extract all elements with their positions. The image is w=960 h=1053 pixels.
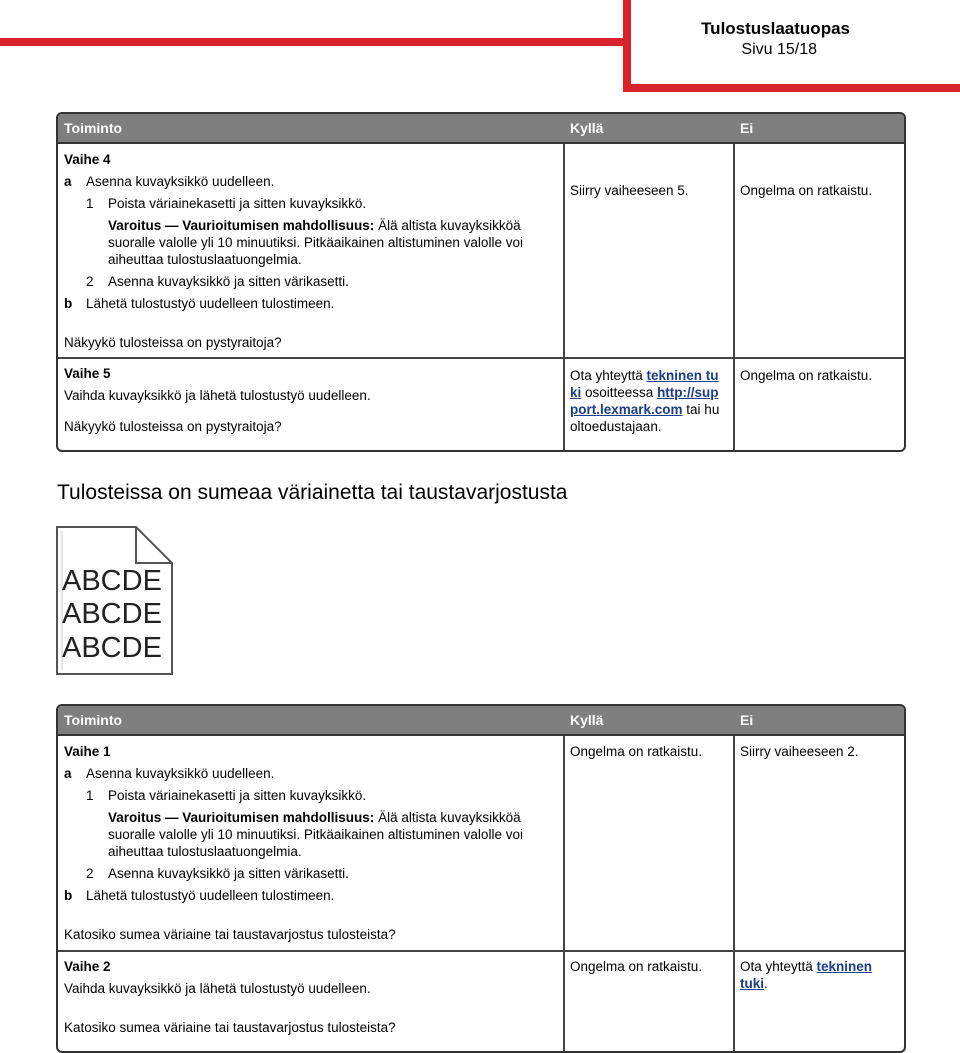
step1-b: Lähetä tulostustyö uudelleen tulostimeen. (86, 888, 335, 903)
step1-yes: Ongelma on ratkaistu. (570, 744, 703, 759)
step1-2: Asenna kuvayksikkö ja sitten värikasetti. (108, 866, 349, 881)
step2-action (64, 958, 564, 1036)
step5-text: Vaihda kuvayksikkö ja lähetä tulostustyö uudelleen. (64, 388, 371, 403)
step2-title: Vaihe 2 (64, 959, 111, 974)
sample-line-3: ABCDE (62, 632, 162, 664)
document-title: Tulostuslaatuopas (701, 19, 850, 38)
table-row-step1 (58, 736, 904, 952)
sample-line-1: ABCDE (62, 565, 162, 597)
header-rule-bottom (623, 84, 960, 92)
step2-question: Katosiko sumea väriaine tai taustavarjostus tulosteista? (64, 1020, 396, 1035)
step5-title: Vaihe 5 (64, 366, 111, 381)
step4-b: Lähetä tulostustyö uudelleen tulostimeen. (86, 296, 335, 311)
step2-no: Ota yhteyttä tekninen tuki. (740, 959, 873, 991)
step1-action: Vaihe 1 a Asenna kuvayksikkö uudelleen. 1 Poista väriainekasetti ja sitten kuvayksikkö. Varoitus — Vaurioitumisen mahdollisuus: Älä altista kuvayksikköä suoralle valolle yli 10 minuutiksi. Pitkäaikainen altistuminen valolle voi aiheuttaa tulostuslaatuongelmia. 2 Asenna kuvayksikkö ja sitten värikasetti. b Lähetä tulostustyö uudelleen tulostimeen. Katosiko sumea väriaine tai taustavarjostus tulosteista? (64, 743, 564, 943)
step5-question: Näkyykö tulosteissa on pystyraitoja? (64, 419, 282, 434)
column-yes: Kyllä (570, 712, 604, 728)
step2-yes: Ongelma on ratkaistu. (570, 959, 703, 974)
step1-a: Asenna kuvayksikkö uudelleen. (86, 766, 275, 781)
step1-title: Vaihe 1 (64, 744, 111, 759)
table-header (58, 114, 904, 144)
page-number: Sivu 15/18 (741, 41, 817, 58)
step1-warning: Varoitus — Vaurioitumisen mahdollisuus: Älä altista kuvayksikköä suoralle valolle yli 10 minuutiksi. Pitkäaikainen altistuminen valolle voi aiheuttaa tulostuslaatuongelmia. (108, 810, 523, 859)
troubleshooting-table-2 (56, 704, 906, 1053)
table-row-step5 (58, 359, 904, 450)
step1-question: Katosiko sumea väriaine tai taustavarjostus tulosteista? (64, 927, 396, 942)
step4-warning: Varoitus — Vaurioitumisen mahdollisuus: Älä altista kuvayksikköä suoralle valolle yli 10 minuutiksi. Pitkäaikainen altistuminen valolle voi aiheuttaa tulostuslaatuongelmia. (108, 218, 523, 267)
step4-title: Vaihe 4 (64, 152, 111, 167)
table-row-step2 (58, 952, 904, 1052)
step4-yes: Siirry vaiheeseen 5. (570, 183, 689, 198)
column-no: Ei (740, 120, 754, 136)
step5-action (64, 365, 564, 435)
step5-no: Ongelma on ratkaistu. (740, 368, 873, 383)
technical-support-link[interactable]: tekninen tuki (740, 959, 873, 991)
column-yes: Kyllä (570, 120, 604, 136)
technical-support-link[interactable]: tekninen tuki (570, 368, 719, 400)
troubleshooting-table-1 (56, 112, 906, 452)
step5-yes: Ota yhteyttä tekninen tuki osoitteessa http://support.lexmark.com tai huoltoedustajaan. (570, 368, 720, 434)
support-url-link[interactable]: http://support.lexmark.com (570, 385, 719, 417)
step4-no: Ongelma on ratkaistu. (740, 183, 873, 198)
header-rule (0, 38, 630, 46)
step4-question: Näkyykö tulosteissa on pystyraitoja? (64, 335, 282, 350)
column-action: Toiminto (64, 712, 123, 728)
step4-2: Asenna kuvayksikkö ja sitten värikasetti. (108, 274, 349, 289)
column-action: Toiminto (64, 120, 123, 136)
step1-1: Poista väriainekasetti ja sitten kuvayksikkö. (108, 788, 367, 803)
table-header (58, 706, 904, 736)
header-rule-vertical (623, 0, 631, 92)
section-title: Tulosteissa on sumeaa väriainetta tai taustavarjostusta (57, 481, 568, 504)
step1-no: Siirry vaiheeseen 2. (740, 744, 859, 759)
step2-text: Vaihda kuvayksikkö ja lähetä tulostustyö uudelleen. (64, 981, 371, 996)
column-no: Ei (740, 712, 754, 728)
step4-1: Poista väriainekasetti ja sitten kuvayksikkö. (108, 196, 367, 211)
table-row-step4 (58, 144, 904, 359)
sample-line-2: ABCDE (62, 598, 162, 630)
blurry-toner-sample-image (56, 526, 173, 675)
step4-action: Vaihe 4 a Asenna kuvayksikkö uudelleen. 1 Poista väriainekasetti ja sitten kuvayksikkö. Varoitus — Vaurioitumisen mahdollisuus: Älä altista kuvayksikköä suoralle valolle yli 10 minuutiksi. Pitkäaikainen altistuminen valolle voi aiheuttaa tulostuslaatuongelmia. 2 Asenna kuvayksikkö ja sitten värikasetti. b Lähetä tulostustyö uudelleen tulostimeen. Näkyykö tulosteissa on pystyraitoja? (64, 151, 564, 351)
step4-a: Asenna kuvayksikkö uudelleen. (86, 174, 275, 189)
